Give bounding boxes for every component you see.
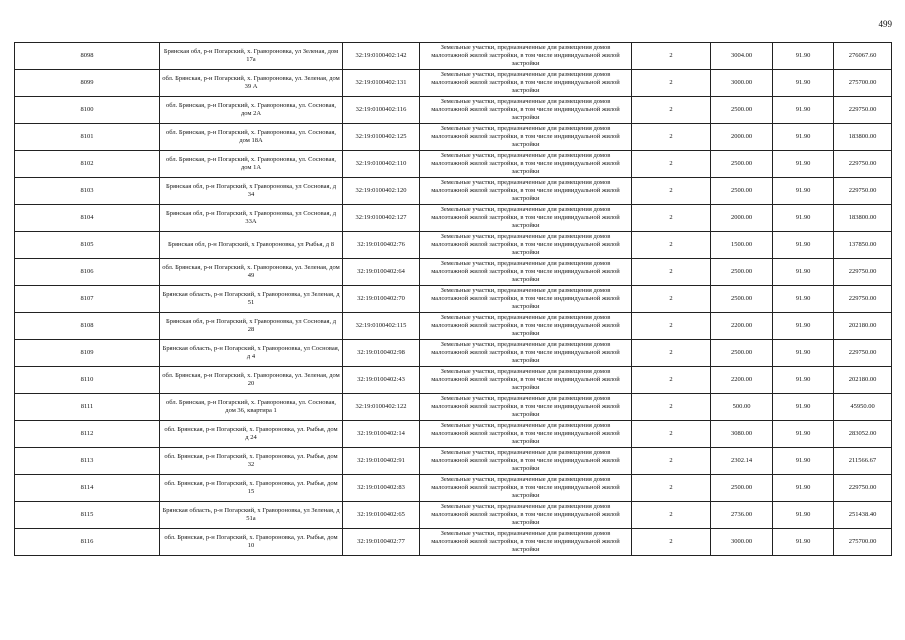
- land-use-cell: Земельные участки, предназначенные для размещения домов малоэтажной жилой застройки, в том числе индивидуальной жилой застройки: [420, 70, 632, 97]
- cadastral-number-cell: 32:19:0100402:127: [343, 205, 420, 232]
- area-cell: 2500.00: [711, 259, 773, 286]
- cadastral-number-cell: 32:19:0100402:65: [343, 502, 420, 529]
- group-cell: 2: [632, 232, 711, 259]
- row-number: 8114: [15, 475, 160, 502]
- row-number: 8111: [15, 394, 160, 421]
- cadastral-value-table: [14, 42, 892, 556]
- specific-value-cell: 91.90: [773, 286, 834, 313]
- cadastral-value-cell: 45950.00: [834, 394, 892, 421]
- row-number: 8116: [15, 529, 160, 556]
- address-cell: обл. Брянская, р-н Погарский, х. Гравороновка, ул. Сосновая, дом 1А: [160, 151, 343, 178]
- cadastral-value-cell: 229750.00: [834, 259, 892, 286]
- specific-value-cell: 91.90: [773, 205, 834, 232]
- table-body: [15, 43, 892, 556]
- cadastral-value-cell: 229750.00: [834, 178, 892, 205]
- table-row: [15, 151, 892, 178]
- cadastral-value-cell: 183800.00: [834, 205, 892, 232]
- row-number: 8100: [15, 97, 160, 124]
- area-cell: 500.00: [711, 394, 773, 421]
- address-cell: обл. Брянская, р-н Погарский, х. Гравороновка, ул. Рыбья, дом д 24: [160, 421, 343, 448]
- area-cell: 3080.00: [711, 421, 773, 448]
- table-row: [15, 232, 892, 259]
- address-cell: обл. Брянская, р-н Погарский, х. Гравороновка, ул. Сосновая, дом 36, квартира 1: [160, 394, 343, 421]
- specific-value-cell: 91.90: [773, 475, 834, 502]
- specific-value-cell: 91.90: [773, 529, 834, 556]
- specific-value-cell: 91.90: [773, 43, 834, 70]
- row-number: 8104: [15, 205, 160, 232]
- land-use-cell: Земельные участки, предназначенные для размещения домов малоэтажной жилой застройки, в том числе индивидуальной жилой застройки: [420, 502, 632, 529]
- area-cell: 3000.00: [711, 70, 773, 97]
- specific-value-cell: 91.90: [773, 70, 834, 97]
- specific-value-cell: 91.90: [773, 259, 834, 286]
- group-cell: 2: [632, 124, 711, 151]
- land-use-cell: Земельные участки, предназначенные для размещения домов малоэтажной жилой застройки, в том числе индивидуальной жилой застройки: [420, 448, 632, 475]
- cadastral-value-cell: 275700.00: [834, 70, 892, 97]
- land-use-cell: Земельные участки, предназначенные для размещения домов малоэтажной жилой застройки, в том числе индивидуальной жилой застройки: [420, 367, 632, 394]
- group-cell: 2: [632, 259, 711, 286]
- table-row: [15, 97, 892, 124]
- address-cell: обл. Брянская, р-н Погарский, х. Гравороновка, ул. Сосновая, дом 2А: [160, 97, 343, 124]
- table-row: [15, 421, 892, 448]
- row-number: 8109: [15, 340, 160, 367]
- cadastral-number-cell: 32:19:0100402:110: [343, 151, 420, 178]
- cadastral-value-cell: 229750.00: [834, 475, 892, 502]
- cadastral-number-cell: 32:19:0100402:98: [343, 340, 420, 367]
- cadastral-number-cell: 32:19:0100402:91: [343, 448, 420, 475]
- area-cell: 2500.00: [711, 286, 773, 313]
- table-row: [15, 205, 892, 232]
- row-number: 8102: [15, 151, 160, 178]
- row-number: 8106: [15, 259, 160, 286]
- table-row: [15, 367, 892, 394]
- row-number: 8099: [15, 70, 160, 97]
- table-row: [15, 502, 892, 529]
- row-number: 8105: [15, 232, 160, 259]
- cadastral-number-cell: 32:19:0100402:76: [343, 232, 420, 259]
- address-cell: Брянская обл, р-н Погарский, х Гравороновка, ул Сосновая, д 33А: [160, 205, 343, 232]
- address-cell: обл. Брянская, р-н Погарский, х. Гравороновка, ул. Зеленая, дом 49: [160, 259, 343, 286]
- table-row: [15, 259, 892, 286]
- address-cell: обл. Брянская, р-н Погарский, х. Гравороновка, ул. Сосновая, дом 18А: [160, 124, 343, 151]
- land-use-cell: Земельные участки, предназначенные для размещения домов малоэтажной жилой застройки, в том числе индивидуальной жилой застройки: [420, 97, 632, 124]
- specific-value-cell: 91.90: [773, 502, 834, 529]
- cadastral-number-cell: 32:19:0100402:14: [343, 421, 420, 448]
- cadastral-number-cell: 32:19:0100402:116: [343, 97, 420, 124]
- area-cell: 1500.00: [711, 232, 773, 259]
- address-cell: обл. Брянская, р-н Погарский, х. Гравороновка, ул. Рыбья, дом 15: [160, 475, 343, 502]
- table-row: [15, 448, 892, 475]
- table-row: [15, 43, 892, 70]
- row-number: 8108: [15, 313, 160, 340]
- area-cell: 2000.00: [711, 205, 773, 232]
- group-cell: 2: [632, 502, 711, 529]
- cadastral-number-cell: 32:19:0100402:131: [343, 70, 420, 97]
- group-cell: 2: [632, 313, 711, 340]
- cadastral-value-cell: 275700.00: [834, 529, 892, 556]
- land-use-cell: Земельные участки, предназначенные для размещения домов малоэтажной жилой застройки, в том числе индивидуальной жилой застройки: [420, 286, 632, 313]
- area-cell: 2500.00: [711, 178, 773, 205]
- group-cell: 2: [632, 340, 711, 367]
- cadastral-number-cell: 32:19:0100402:125: [343, 124, 420, 151]
- specific-value-cell: 91.90: [773, 313, 834, 340]
- cadastral-value-cell: 137850.00: [834, 232, 892, 259]
- area-cell: 2200.00: [711, 313, 773, 340]
- specific-value-cell: 91.90: [773, 178, 834, 205]
- cadastral-number-cell: 32:19:0100402:122: [343, 394, 420, 421]
- row-number: 8113: [15, 448, 160, 475]
- cadastral-value-cell: 202180.00: [834, 313, 892, 340]
- cadastral-number-cell: 32:19:0100402:115: [343, 313, 420, 340]
- cadastral-number-cell: 32:19:0100402:77: [343, 529, 420, 556]
- cadastral-value-cell: 211566.67: [834, 448, 892, 475]
- specific-value-cell: 91.90: [773, 232, 834, 259]
- cadastral-number-cell: 32:19:0100402:64: [343, 259, 420, 286]
- group-cell: 2: [632, 448, 711, 475]
- group-cell: 2: [632, 367, 711, 394]
- group-cell: 2: [632, 178, 711, 205]
- address-cell: обл. Брянская, р-н Погарский, х. Гравороновка, ул. Рыбья, дом 10: [160, 529, 343, 556]
- row-number: 8112: [15, 421, 160, 448]
- table-row: [15, 286, 892, 313]
- land-use-cell: Земельные участки, предназначенные для размещения домов малоэтажной жилой застройки, в том числе индивидуальной жилой застройки: [420, 340, 632, 367]
- table-row: [15, 124, 892, 151]
- cadastral-value-cell: 276067.60: [834, 43, 892, 70]
- row-number: 8101: [15, 124, 160, 151]
- table-row: [15, 529, 892, 556]
- area-cell: 2500.00: [711, 340, 773, 367]
- specific-value-cell: 91.90: [773, 367, 834, 394]
- address-cell: Брянская обл, р-н Погарский, х Гравороновка, ул Сосновая, д 34: [160, 178, 343, 205]
- cadastral-number-cell: 32:19:0100402:83: [343, 475, 420, 502]
- page-number: 499: [878, 19, 892, 29]
- row-number: 8103: [15, 178, 160, 205]
- table-row: [15, 394, 892, 421]
- address-cell: обл. Брянская, р-н Погарский, х. Гравороновка, ул. Рыбья, дом 32: [160, 448, 343, 475]
- group-cell: 2: [632, 205, 711, 232]
- cadastral-value-cell: 229750.00: [834, 151, 892, 178]
- specific-value-cell: 91.90: [773, 448, 834, 475]
- address-cell: Брянская обл, р-н Погарский, х. Гравороновка, ул Зеленая, дом 17а: [160, 43, 343, 70]
- specific-value-cell: 91.90: [773, 340, 834, 367]
- land-use-cell: Земельные участки, предназначенные для размещения домов малоэтажной жилой застройки, в том числе индивидуальной жилой застройки: [420, 313, 632, 340]
- land-use-cell: Земельные участки, предназначенные для размещения домов малоэтажной жилой застройки, в том числе индивидуальной жилой застройки: [420, 124, 632, 151]
- cadastral-number-cell: 32:19:0100402:43: [343, 367, 420, 394]
- specific-value-cell: 91.90: [773, 97, 834, 124]
- land-use-cell: Земельные участки, предназначенные для размещения домов малоэтажной жилой застройки, в том числе индивидуальной жилой застройки: [420, 43, 632, 70]
- address-cell: Брянская обл, р-н Погарский, х Гравороновка, ул Сосновая, д 28: [160, 313, 343, 340]
- area-cell: 2500.00: [711, 151, 773, 178]
- row-number: 8110: [15, 367, 160, 394]
- group-cell: 2: [632, 151, 711, 178]
- cadastral-number-cell: 32:19:0100402:120: [343, 178, 420, 205]
- cadastral-value-cell: 229750.00: [834, 340, 892, 367]
- address-cell: Брянская область, р-н Погарский, х Гравороновка, ул Зеленая, д 51: [160, 286, 343, 313]
- area-cell: 2500.00: [711, 475, 773, 502]
- area-cell: 3000.00: [711, 529, 773, 556]
- table-row: [15, 475, 892, 502]
- land-use-cell: Земельные участки, предназначенные для размещения домов малоэтажной жилой застройки, в том числе индивидуальной жилой застройки: [420, 151, 632, 178]
- group-cell: 2: [632, 286, 711, 313]
- address-cell: обл. Брянская, р-н Погарский, х. Гравороновка, ул. Зеленая, дом 20: [160, 367, 343, 394]
- land-use-cell: Земельные участки, предназначенные для размещения домов малоэтажной жилой застройки, в том числе индивидуальной жилой застройки: [420, 205, 632, 232]
- specific-value-cell: 91.90: [773, 124, 834, 151]
- land-use-cell: Земельные участки, предназначенные для размещения домов малоэтажной жилой застройки, в том числе индивидуальной жилой застройки: [420, 394, 632, 421]
- group-cell: 2: [632, 70, 711, 97]
- table-row: [15, 70, 892, 97]
- table-row: [15, 340, 892, 367]
- area-cell: 2500.00: [711, 97, 773, 124]
- land-use-cell: Земельные участки, предназначенные для размещения домов малоэтажной жилой застройки, в том числе индивидуальной жилой застройки: [420, 475, 632, 502]
- specific-value-cell: 91.90: [773, 394, 834, 421]
- area-cell: 2736.00: [711, 502, 773, 529]
- group-cell: 2: [632, 394, 711, 421]
- group-cell: 2: [632, 43, 711, 70]
- group-cell: 2: [632, 97, 711, 124]
- area-cell: 2302.14: [711, 448, 773, 475]
- specific-value-cell: 91.90: [773, 151, 834, 178]
- land-use-cell: Земельные участки, предназначенные для размещения домов малоэтажной жилой застройки, в том числе индивидуальной жилой застройки: [420, 178, 632, 205]
- land-use-cell: Земельные участки, предназначенные для размещения домов малоэтажной жилой застройки, в том числе индивидуальной жилой застройки: [420, 259, 632, 286]
- cadastral-value-cell: 229750.00: [834, 286, 892, 313]
- cadastral-value-cell: 202180.00: [834, 367, 892, 394]
- land-use-cell: Земельные участки, предназначенные для размещения домов малоэтажной жилой застройки, в том числе индивидуальной жилой застройки: [420, 529, 632, 556]
- address-cell: Брянская обл, р-н Погарский, х Гравороновка, ул Рыбья, д 8: [160, 232, 343, 259]
- specific-value-cell: 91.90: [773, 421, 834, 448]
- address-cell: Брянская область, р-н Погарский, х Гравороновка, ул Сосновая, д 4: [160, 340, 343, 367]
- row-number: 8107: [15, 286, 160, 313]
- address-cell: обл. Брянская, р-н Погарский, х. Гравороновка, ул. Зеленая, дом 39 А: [160, 70, 343, 97]
- group-cell: 2: [632, 529, 711, 556]
- cadastral-value-cell: 251438.40: [834, 502, 892, 529]
- cadastral-value-cell: 229750.00: [834, 97, 892, 124]
- address-cell: Брянская область, р-н Погарский, х Гравороновка, ул Зеленая, д 51а: [160, 502, 343, 529]
- cadastral-number-cell: 32:19:0100402:70: [343, 286, 420, 313]
- area-cell: 2000.00: [711, 124, 773, 151]
- land-use-cell: Земельные участки, предназначенные для размещения домов малоэтажной жилой застройки, в том числе индивидуальной жилой застройки: [420, 232, 632, 259]
- table-row: [15, 178, 892, 205]
- group-cell: 2: [632, 421, 711, 448]
- group-cell: 2: [632, 475, 711, 502]
- land-use-cell: Земельные участки, предназначенные для размещения домов малоэтажной жилой застройки, в том числе индивидуальной жилой застройки: [420, 421, 632, 448]
- row-number: 8115: [15, 502, 160, 529]
- cadastral-number-cell: 32:19:0100402:142: [343, 43, 420, 70]
- cadastral-value-cell: 283052.00: [834, 421, 892, 448]
- cadastral-value-cell: 183800.00: [834, 124, 892, 151]
- area-cell: 3004.00: [711, 43, 773, 70]
- table-row: [15, 313, 892, 340]
- area-cell: 2200.00: [711, 367, 773, 394]
- row-number: 8098: [15, 43, 160, 70]
